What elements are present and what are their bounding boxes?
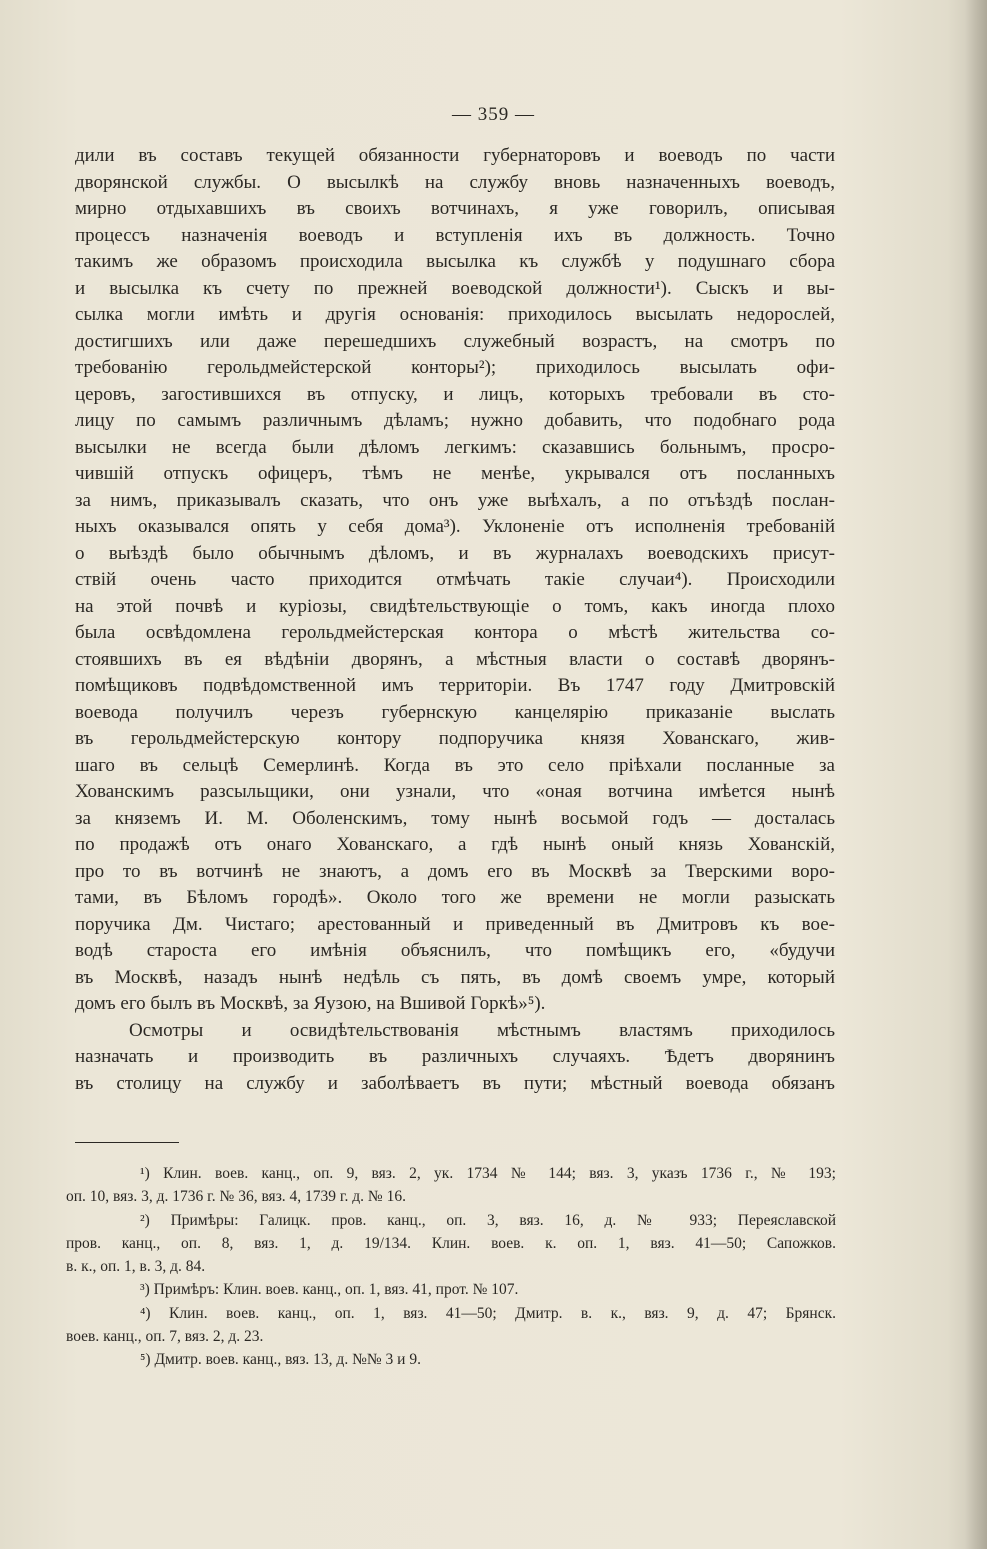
text-line: достигшихъ или даже перешедшихъ служебный возрастъ, на смотръ по	[75, 330, 835, 352]
text-line: помѣщиковъ подвѣдомственной имъ территоріи. Въ 1747 году Дмитровскій	[75, 675, 835, 696]
text-line: и высылка къ счету по прежней воеводской должности¹). Сыскъ и вы-	[75, 277, 835, 299]
text-line: въ Москвѣ, назадъ нынѣ недѣль съ пять, въ домѣ своемъ умре, который	[75, 966, 835, 988]
text-line: дворянской службы. О высылкѣ на службу вновь назначенныхъ воеводъ,	[75, 171, 835, 193]
text-line: процессъ назначенія воеводъ и вступленія ихъ въ должность. Точно	[75, 224, 835, 246]
text-line: такимъ же образомъ происходила высылка къ службѣ у подушнаго сбора	[75, 251, 835, 272]
text-line: шаго въ сельцѣ Семерлинѣ. Когда въ это село пріѣхали посланные за	[75, 754, 835, 776]
text-line: назначать и производить въ различныхъ случаяхъ. Ѣдетъ дворянинъ	[75, 1046, 835, 1067]
page-number: — 359 —	[452, 104, 535, 125]
text-line: водѣ староста его имѣнія объяснилъ, что помѣщикъ его, «будучи	[75, 940, 835, 961]
text-line: о выѣздѣ было обычнымъ дѣломъ, и въ журналахъ воеводскихъ присут-	[75, 542, 835, 564]
text-line: поручика Дм. Чистаго; арестованный и приведенный въ Дмитровъ къ вое-	[75, 913, 835, 935]
text-line: за нимъ, приказывалъ сказать, что онъ уже выѣхалъ, а по отъѣздѣ послан-	[75, 489, 835, 511]
text-line: на этой почвѣ и куріозы, свидѣтельствующіе о томъ, какъ иногда плохо	[75, 595, 835, 617]
footnote-3: ³) Примѣръ: Клин. воев. канц., оп. 1, вяз. 41, прот. № 107.	[140, 1281, 519, 1299]
text-line: по продажѣ отъ онаго Хованскаго, а гдѣ нынѣ оный князь Хованскій,	[75, 834, 835, 855]
text-line: мирно отдыхавшихъ въ своихъ вотчинахъ, я уже говорилъ, описывая	[75, 198, 835, 219]
footnote-1-cont: оп. 10, вяз. 3, д. 1736 г. № 36, вяз. 4, 1739 г. д. № 16.	[66, 1188, 406, 1206]
text-line: требованію герольдмейстерской конторы²); приходилось высылать офи-	[75, 357, 835, 378]
text-line: за княземъ И. М. Оболенскимъ, тому нынѣ восьмой годъ — досталась	[75, 807, 835, 829]
text-line: церовъ, загостившихся въ отпуску, и лицъ, которыхъ требовали въ сто-	[75, 383, 835, 405]
main-text	[75, 143, 835, 1097]
paragraph-end-line: домъ его былъ въ Москвѣ, за Яузою, на Вшивой Горкѣ»⁵).	[75, 993, 546, 1014]
text-line: въ столицу на службу и заболѣваетъ въ пути; мѣстный воевода обязанъ	[75, 1072, 835, 1094]
text-line: стоявшихъ въ ея вѣдѣніи дворянъ, а мѣстныя власти о составѣ дворянъ-	[75, 648, 835, 670]
footnote-4: ⁴) Клин. воев. канц., оп. 1, вяз. 41—50; Дмитр. в. к., вяз. 9, д. 47; Брянск.	[140, 1304, 836, 1322]
footnote-2: ²) Примѣры: Галицк. пров. канц., оп. 3, вяз. 16, д. № 933; Переяславской	[140, 1211, 836, 1229]
text-line: ствій очень часто приходится отмѣчать такіе случаи⁴). Происходили	[75, 569, 835, 590]
text-line: про то въ вотчинѣ не знаютъ, а домъ его въ Москвѣ за Тверскими воро-	[75, 860, 835, 882]
text-line: воевода получилъ черезъ губернскую канцелярію приказаніе выслать	[75, 701, 835, 723]
text-line: дили въ составъ текущей обязанности губернаторовъ и воеводъ по части	[75, 145, 835, 166]
text-line: тами, въ Бѣломъ городѣ». Около того же времени не могли разыскать	[75, 887, 835, 908]
text-line: чившій отпускъ офицеръ, тѣмъ не менѣе, укрывался отъ посланныхъ	[75, 463, 835, 484]
text-line: ныхъ оказывался опять у себя дома³). Уклоненіе отъ исполненія требованій	[75, 516, 835, 537]
footnote-5: ⁵) Дмитр. воев. канц., вяз. 13, д. №№ 3 и 9.	[140, 1351, 421, 1369]
text-line: сылка могли имѣть и другія основанія: приходилось высылать недорослей,	[75, 304, 835, 325]
footnotes	[66, 1162, 836, 1372]
footnote-4-cont: воев. канц., оп. 7, вяз. 2, д. 23.	[66, 1328, 264, 1346]
text-line: лицу по самымъ различнымъ дѣламъ; нужно добавить, что подобнаго рода	[75, 410, 835, 431]
footnote-divider	[75, 1142, 179, 1143]
page-edge-shadow	[965, 0, 987, 1549]
footnote-1: ¹) Клин. воев. канц., оп. 9, вяз. 2, ук. 1734 № 144; вяз. 3, указъ 1736 г., № 193;	[140, 1165, 836, 1182]
text-line: была освѣдомлена герольдмейстерская контора о мѣстѣ жительства со-	[75, 622, 835, 643]
footnote-2-cont: пров. канц., оп. 8, вяз. 1, д. 19/134. Клин. воев. к. оп. 1, вяз. 41—50; Сапожков.	[66, 1234, 836, 1252]
text-line: высылки не всегда были дѣломъ легкимъ: сказавшись больнымъ, просро-	[75, 436, 835, 458]
footnote-2-end: в. к., оп. 1, в. 3, д. 84.	[66, 1258, 206, 1276]
text-line: въ герольдмейстерскую контору подпоручика князя Хованскаго, жив-	[75, 728, 835, 749]
paragraph-start-line: Осмотры и освидѣтельствованія мѣстнымъ властямъ приходилось	[129, 1019, 835, 1041]
text-line: Хованскимъ разсыльщики, они узнали, что «оная вотчина имѣется нынѣ	[75, 781, 835, 802]
